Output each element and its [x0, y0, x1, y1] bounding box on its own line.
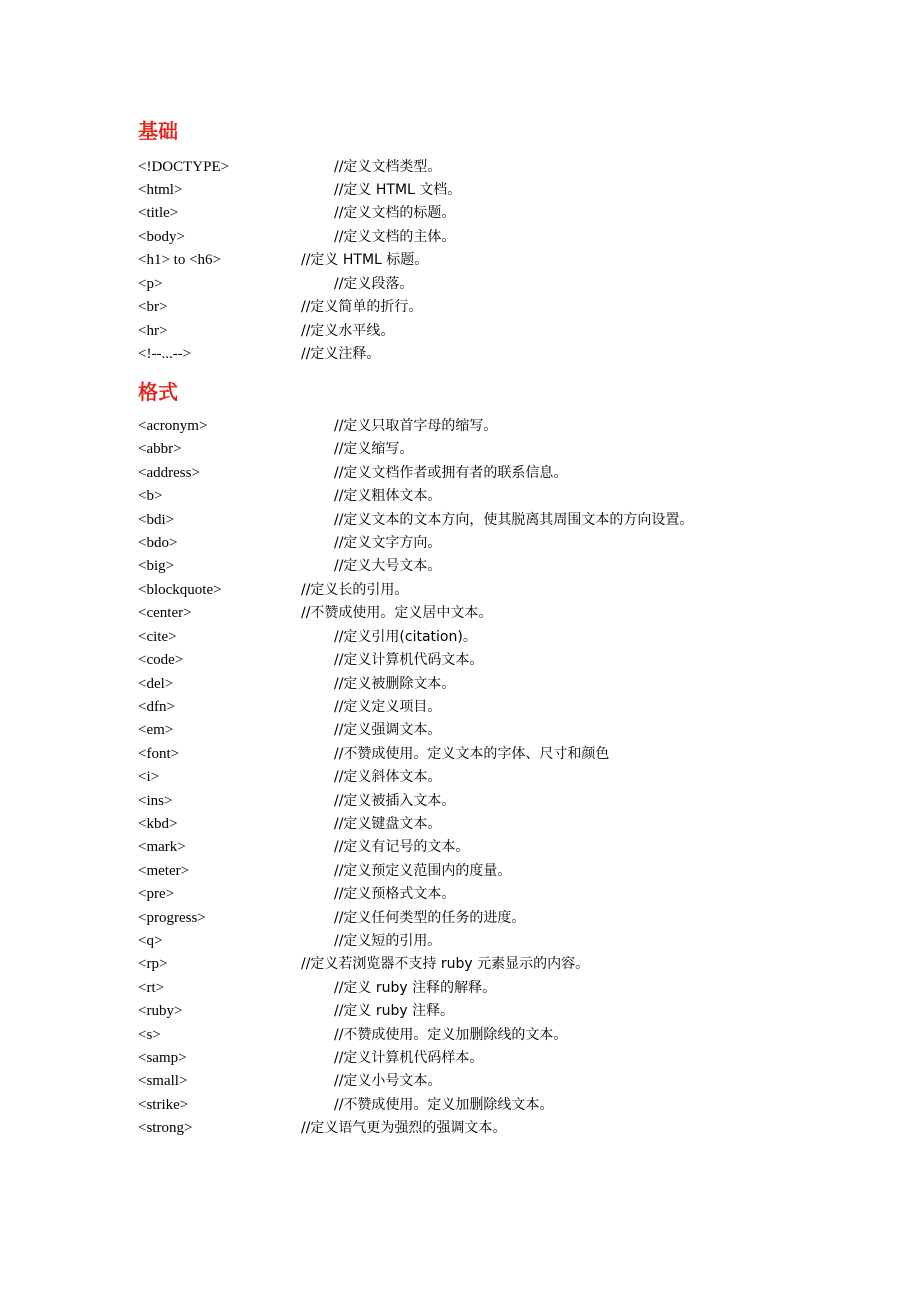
- tag-description: //不赞成使用。定义加删除线的文本。: [334, 1027, 568, 1043]
- tag-name: <big>: [138, 558, 175, 574]
- tag-description: //定义计算机代码样本。: [334, 1050, 484, 1066]
- tag-description: //定义文档类型。: [334, 159, 442, 175]
- tag-description: //定义文档的主体。: [334, 229, 456, 245]
- tag-description: //不赞成使用。定义文本的字体、尺寸和颜色: [334, 746, 610, 762]
- tag-name: <cite>: [138, 629, 177, 645]
- tag-description: //定义 ruby 注释的解释。: [334, 980, 497, 996]
- tag-name: <html>: [138, 182, 183, 198]
- tag-description: //定义强调文本。: [334, 722, 442, 738]
- tag-description: //定义引用(citation)。: [334, 629, 477, 645]
- tag-name: <p>: [138, 276, 163, 292]
- tag-description: //定义键盘文本。: [334, 816, 442, 832]
- tag-name: <!--...-->: [138, 346, 192, 362]
- tag-name: <!DOCTYPE>: [138, 159, 230, 175]
- tag-name: <s>: [138, 1027, 161, 1043]
- tag-name: <del>: [138, 676, 174, 692]
- tag-name: <abbr>: [138, 441, 182, 457]
- tag-name: <body>: [138, 229, 185, 245]
- tag-description: //定义文本的文本方向，使其脱离其周围文本的方向设置。: [334, 512, 694, 528]
- tag-description: //定义水平线。: [301, 323, 395, 339]
- tag-name: <kbd>: [138, 816, 178, 832]
- tag-name: <font>: [138, 746, 180, 762]
- tag-name: <b>: [138, 488, 163, 504]
- tag-description: //定义小号文本。: [334, 1073, 442, 1089]
- tag-description: //定义短的引用。: [334, 933, 442, 949]
- tag-name: <ruby>: [138, 1003, 183, 1019]
- tag-description: //定义段落。: [334, 276, 414, 292]
- tag-name: <bdi>: [138, 512, 175, 528]
- tag-name: <q>: [138, 933, 163, 949]
- tag-name: <rt>: [138, 980, 165, 996]
- tag-description: //定义有记号的文本。: [334, 839, 470, 855]
- tag-name: <bdo>: [138, 535, 178, 551]
- tag-description: //定义简单的折行。: [301, 299, 423, 315]
- tag-name: <address>: [138, 465, 200, 481]
- tag-name: <acronym>: [138, 418, 208, 434]
- tag-name: <blockquote>: [138, 582, 222, 598]
- tag-name: <code>: [138, 652, 184, 668]
- tag-description: //定义定义项目。: [334, 699, 442, 715]
- tag-name: <ins>: [138, 793, 173, 809]
- tag-name: <i>: [138, 769, 160, 785]
- tag-description: //定义 HTML 文档。: [334, 182, 462, 198]
- tag-description: //不赞成使用。定义居中文本。: [301, 605, 493, 621]
- tag-description: //定义缩写。: [334, 441, 414, 457]
- tag-name: <em>: [138, 722, 174, 738]
- tag-name: <small>: [138, 1073, 188, 1089]
- tag-description: //定义被删除文本。: [334, 676, 456, 692]
- tag-name: <title>: [138, 205, 179, 221]
- section-title-formatting: 格式: [138, 380, 178, 404]
- tag-name: <dfn>: [138, 699, 175, 715]
- tag-name: <meter>: [138, 863, 190, 879]
- tag-name: <br>: [138, 299, 168, 315]
- tag-name: <strike>: [138, 1097, 189, 1113]
- tag-name: <h1> to <h6>: [138, 252, 222, 268]
- section-title-basics: 基础: [138, 119, 178, 143]
- tag-description: //定义语气更为强烈的强调文本。: [301, 1120, 507, 1136]
- tag-description: //定义大号文本。: [334, 558, 442, 574]
- tag-description: //定义粗体文本。: [334, 488, 442, 504]
- tag-description: //定义若浏览器不支持 ruby 元素显示的内容。: [301, 956, 590, 972]
- tag-name: <progress>: [138, 910, 206, 926]
- tag-description: //定义 HTML 标题。: [301, 252, 429, 268]
- tag-description: //定义预定义范围内的度量。: [334, 863, 512, 879]
- tag-description: //定义注释。: [301, 346, 381, 362]
- tag-description: //定义被插入文本。: [334, 793, 456, 809]
- tag-name: <mark>: [138, 839, 186, 855]
- tag-description: //定义 ruby 注释。: [334, 1003, 455, 1019]
- tag-description: //定义文档作者或拥有者的联系信息。: [334, 465, 568, 481]
- tag-name: <hr>: [138, 323, 168, 339]
- tag-description: //定义长的引用。: [301, 582, 409, 598]
- tag-description: //定义计算机代码文本。: [334, 652, 484, 668]
- tag-description: //定义预格式文本。: [334, 886, 456, 902]
- tag-description: //定义文档的标题。: [334, 205, 456, 221]
- tag-name: <center>: [138, 605, 192, 621]
- tag-name: <pre>: [138, 886, 175, 902]
- tag-name: <rp>: [138, 956, 168, 972]
- tag-description: //不赞成使用。定义加删除线文本。: [334, 1097, 554, 1113]
- tag-name: <strong>: [138, 1120, 193, 1136]
- tag-description: //定义任何类型的任务的进度。: [334, 910, 526, 926]
- tag-description: //定义只取首字母的缩写。: [334, 418, 498, 434]
- tag-description: //定义文字方向。: [334, 535, 442, 551]
- tag-description: //定义斜体文本。: [334, 769, 442, 785]
- tag-name: <samp>: [138, 1050, 187, 1066]
